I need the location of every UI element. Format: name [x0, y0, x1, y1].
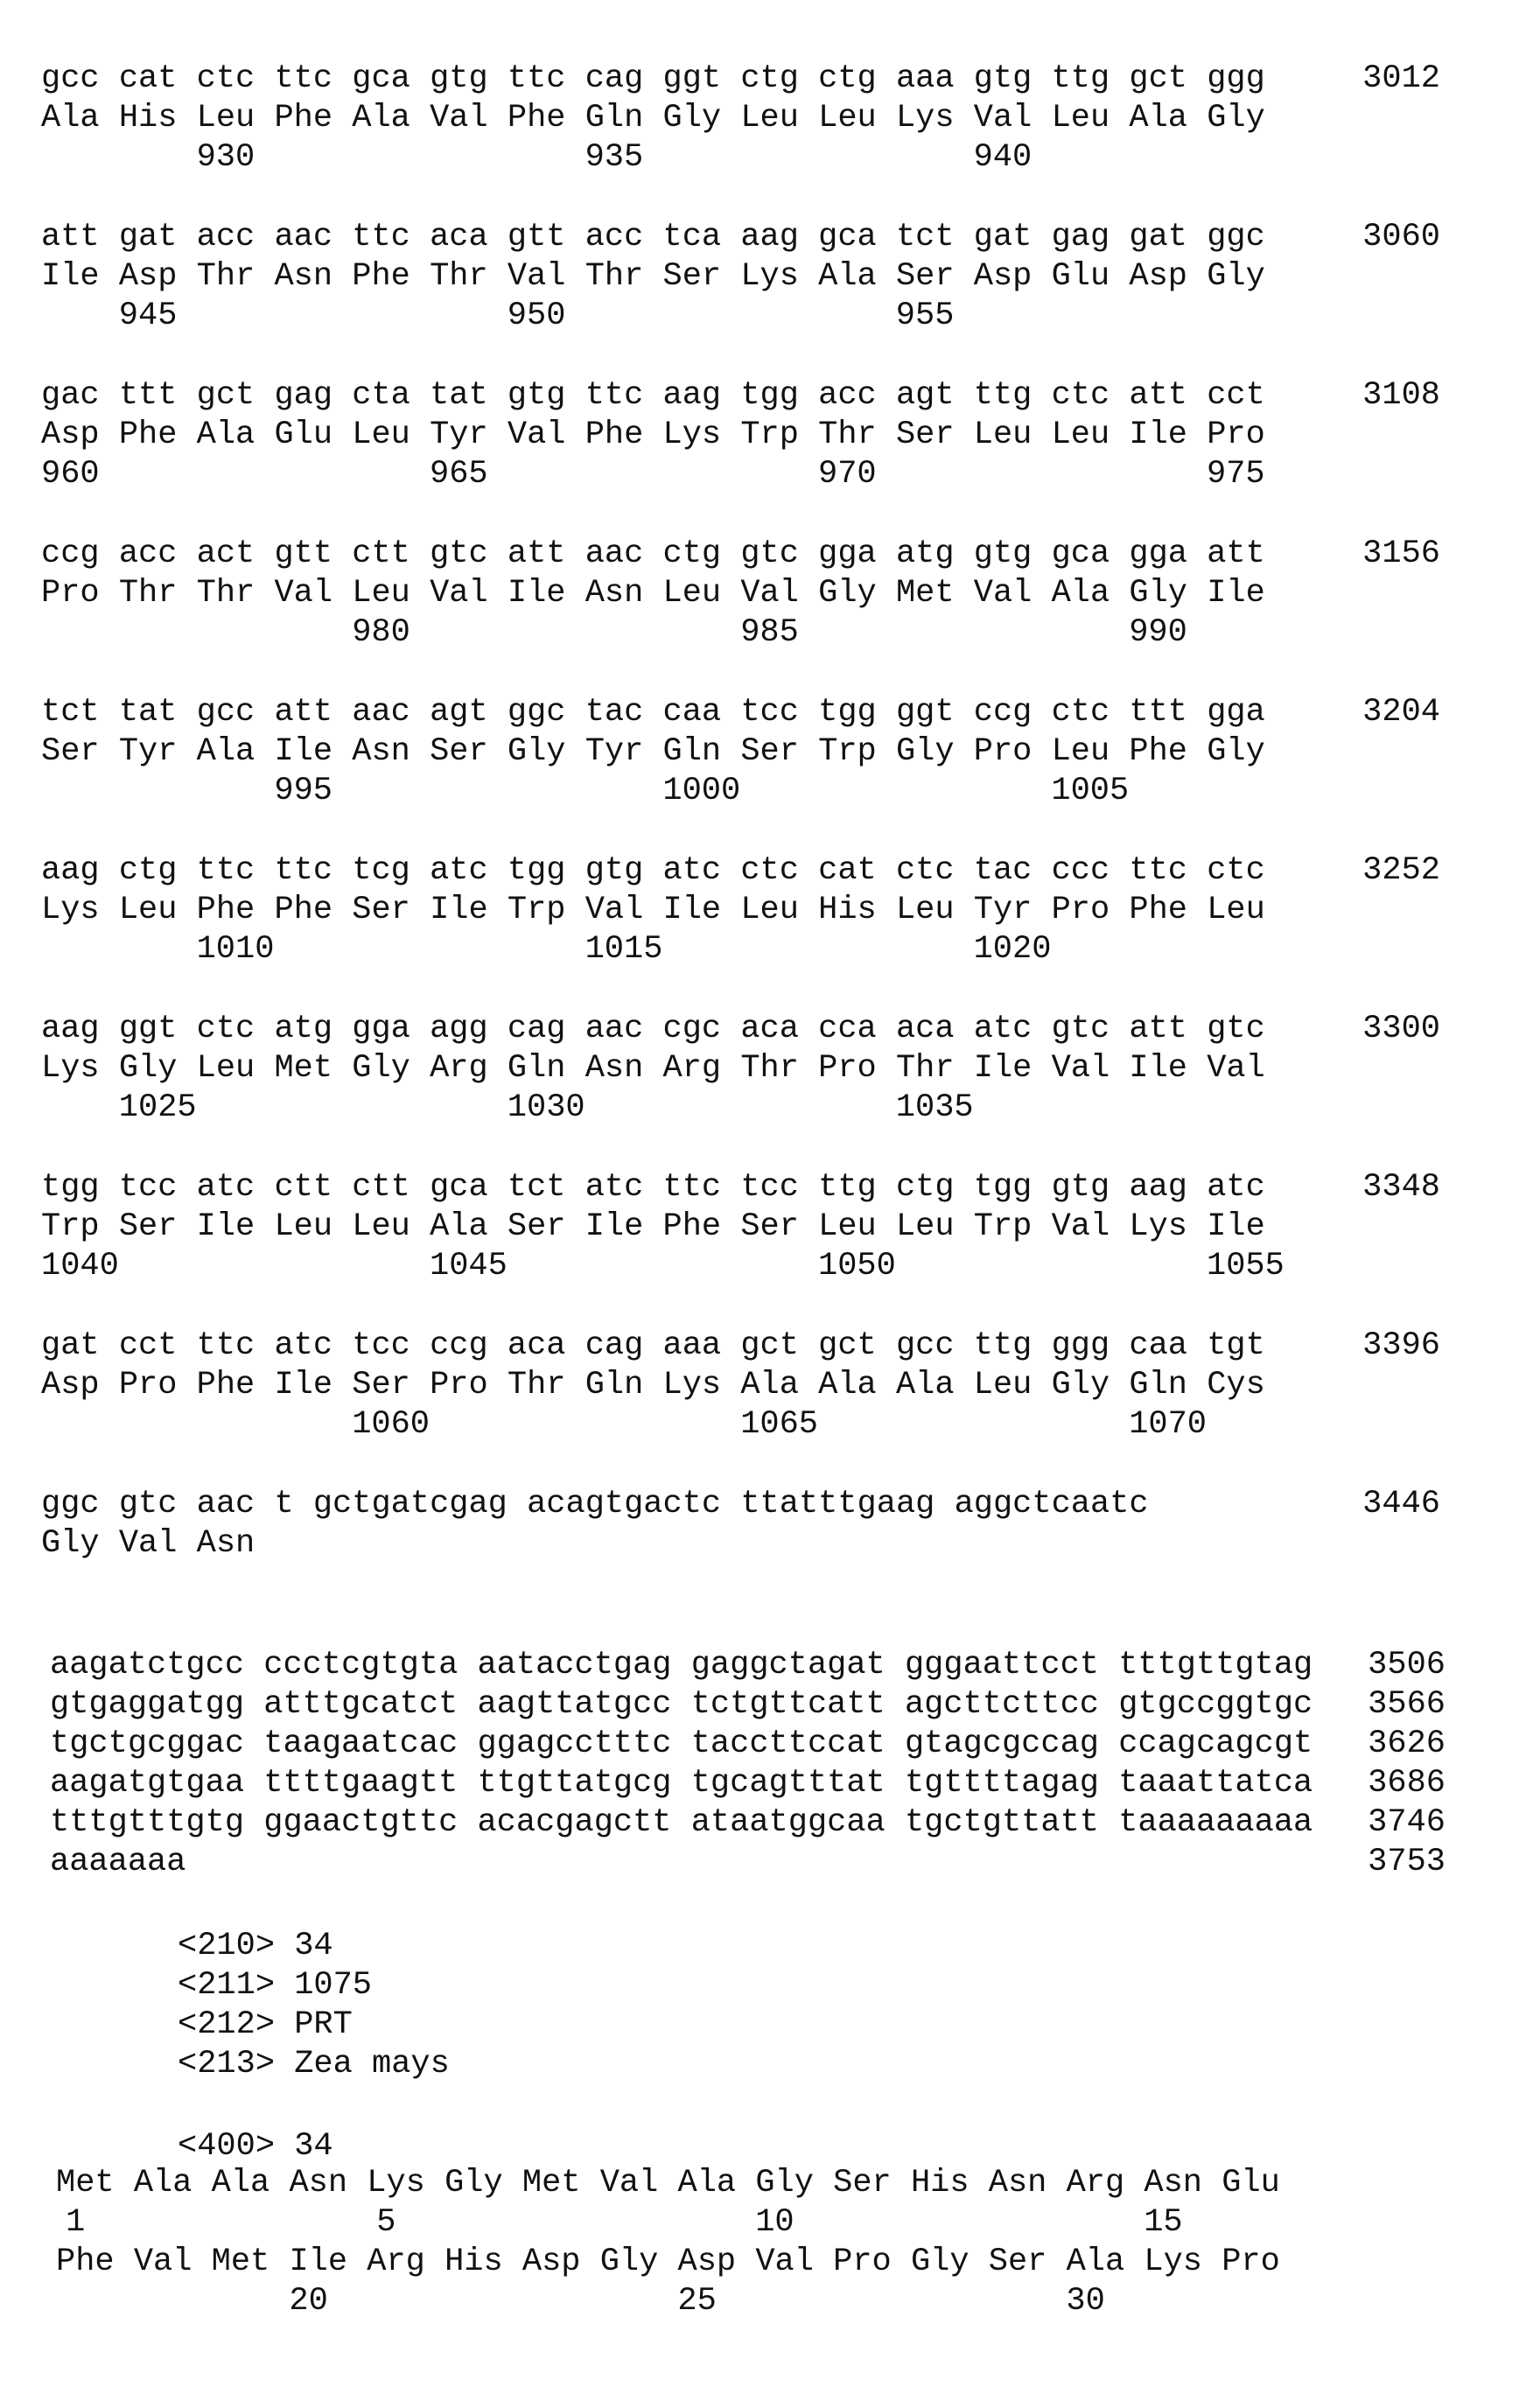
utr-sequence-line: aaaaaaa: [50, 1843, 186, 1882]
residue-number: 1005: [1051, 772, 1129, 811]
residue-number: 15: [1144, 2203, 1182, 2243]
residue-number: 25: [677, 2282, 716, 2321]
sequence-tag: <400>: [178, 2127, 275, 2166]
residue-number: 1: [66, 2203, 85, 2243]
utr-sequence-line: tttgtttgtg ggaactgttc acacgagctt ataatggcaa tgctgttatt taaaaaaaaa: [50, 1803, 1312, 1843]
nucleotide-position: 3506: [1368, 1646, 1446, 1685]
residue-number: 1070: [1129, 1405, 1207, 1445]
residue-number: 1050: [818, 1247, 896, 1286]
residue-number: 965: [430, 455, 488, 494]
nucleotide-position: 3686: [1368, 1764, 1446, 1803]
nucleotide-position: 3108: [1362, 376, 1440, 416]
nucleotide-position: 3348: [1362, 1168, 1440, 1208]
utr-sequence-line: aagatctgcc ccctcgtgta aatacctgag gaggctagat gggaattcct tttgttgtag: [50, 1646, 1312, 1685]
amino-acid-line: Asp Phe Ala Glu Leu Tyr Val Phe Lys Trp Thr Ser Leu Leu Ile Pro: [41, 416, 1265, 455]
nucleotide-position: 3300: [1362, 1010, 1440, 1049]
utr-sequence-line: aagatgtgaa ttttgaagtt ttgttatgcg tgcagtttat tgttttagag taaattatca: [50, 1764, 1312, 1803]
residue-number: 960: [41, 455, 100, 494]
residue-number: 985: [740, 613, 799, 653]
amino-acid-line: Ala His Leu Phe Ala Val Phe Gln Gly Leu Leu Lys Val Leu Ala Gly: [41, 99, 1265, 138]
dna-sequence-line: tgg tcc atc ctt ctt gca tct atc ttc tcc ttg ctg tgg gtg aag atc: [41, 1168, 1265, 1208]
nucleotide-position: 3626: [1368, 1725, 1446, 1764]
residue-number: 10: [755, 2203, 794, 2243]
amino-acid-line: Ser Tyr Ala Ile Asn Ser Gly Tyr Gln Ser Trp Gly Pro Leu Phe Gly: [41, 732, 1265, 772]
residue-number: 980: [352, 613, 410, 653]
sequence-id: 34: [294, 2127, 332, 2166]
amino-acid-line: Asp Pro Phe Ile Ser Pro Thr Gln Lys Ala Ala Ala Leu Gly Gln Cys: [41, 1366, 1265, 1405]
nucleotide-position: 3204: [1362, 693, 1440, 732]
dna-sequence-line: tct tat gcc att aac agt ggc tac caa tcc tgg ggt ccg ctc ttt gga: [41, 693, 1265, 732]
amino-acid-line: Trp Ser Ile Leu Leu Ala Ser Ile Phe Ser Leu Leu Trp Val Lys Ile: [41, 1208, 1265, 1247]
residue-number: 1035: [896, 1088, 974, 1128]
residue-number: 1025: [119, 1088, 197, 1128]
amino-acid-line: Gly Val Asn: [41, 1524, 255, 1564]
field-value: 1075: [294, 1966, 372, 2006]
residue-number: 940: [974, 138, 1032, 178]
residue-number: 975: [1207, 455, 1265, 494]
amino-acid-line: Pro Thr Thr Val Leu Val Ile Asn Leu Val Gly Met Val Ala Gly Ile: [41, 574, 1265, 613]
nucleotide-position: 3746: [1368, 1803, 1446, 1843]
amino-acid-line: Lys Leu Phe Phe Ser Ile Trp Val Ile Leu His Leu Tyr Pro Phe Leu: [41, 891, 1265, 930]
dna-sequence-line: gat cct ttc atc tcc ccg aca cag aaa gct gct gcc ttg ggg caa tgt: [41, 1326, 1265, 1366]
residue-number: 995: [274, 772, 332, 811]
dna-sequence-line: ggc gtc aac t gctgatcgag acagtgactc ttatttgaag aggctcaatc: [41, 1485, 1149, 1524]
field-tag: <213>: [178, 2045, 275, 2084]
dna-sequence-line: aag ctg ttc ttc tcg atc tgg gtg atc ctc cat ctc tac ccc ttc ctc: [41, 851, 1265, 891]
dna-sequence-line: gcc cat ctc ttc gca gtg ttc cag ggt ctg ctg aaa gtg ttg gct ggg: [41, 60, 1265, 99]
field-tag: <210>: [178, 1927, 275, 1966]
field-tag: <211>: [178, 1966, 275, 2006]
nucleotide-position: 3156: [1362, 535, 1440, 574]
amino-acid-line: Lys Gly Leu Met Gly Arg Gln Asn Arg Thr Pro Thr Ile Val Ile Val: [41, 1049, 1265, 1088]
residue-number: 945: [119, 297, 178, 336]
nucleotide-position: 3753: [1368, 1843, 1446, 1882]
residue-number: 935: [585, 138, 644, 178]
field-value: PRT: [294, 2006, 353, 2045]
utr-sequence-line: gtgaggatgg atttgcatct aagttatgcc tctgttcatt agcttcttcc gtgccggtgc: [50, 1685, 1312, 1725]
residue-number: 955: [896, 297, 955, 336]
protein-sequence-line: Phe Val Met Ile Arg His Asp Gly Asp Val Pro Gly Ser Ala Lys Pro: [56, 2243, 1280, 2282]
dna-sequence-line: ccg acc act gtt ctt gtc att aac ctg gtc gga atg gtg gca gga att: [41, 535, 1265, 574]
residue-number: 1030: [508, 1088, 585, 1128]
field-value: Zea mays: [294, 2045, 450, 2084]
residue-number: 1040: [41, 1247, 119, 1286]
nucleotide-position: 3446: [1362, 1485, 1440, 1524]
residue-number: 990: [1129, 613, 1187, 653]
residue-number: 1015: [585, 930, 663, 970]
protein-sequence-line: Met Ala Ala Asn Lys Gly Met Val Ala Gly Ser His Asn Arg Asn Glu: [56, 2164, 1280, 2203]
dna-sequence-line: att gat acc aac ttc aca gtt acc tca aag gca tct gat gag gat ggc: [41, 218, 1265, 257]
residue-number: 930: [197, 138, 256, 178]
nucleotide-position: 3396: [1362, 1326, 1440, 1366]
residue-number: 1065: [740, 1405, 818, 1445]
nucleotide-position: 3252: [1362, 851, 1440, 891]
nucleotide-position: 3012: [1362, 60, 1440, 99]
dna-sequence-line: gac ttt gct gag cta tat gtg ttc aag tgg acc agt ttg ctc att cct: [41, 376, 1265, 416]
residue-number: 1010: [197, 930, 275, 970]
utr-sequence-line: tgctgcggac taagaatcac ggagcctttc taccttccat gtagcgccag ccagcagcgt: [50, 1725, 1312, 1764]
residue-number: 950: [508, 297, 566, 336]
residue-number: 1020: [974, 930, 1052, 970]
amino-acid-line: Ile Asp Thr Asn Phe Thr Val Thr Ser Lys Ala Ser Asp Glu Asp Gly: [41, 257, 1265, 297]
residue-number: 1000: [662, 772, 740, 811]
residue-number: 1045: [430, 1247, 508, 1286]
residue-number: 5: [376, 2203, 396, 2243]
residue-number: 1060: [352, 1405, 430, 1445]
dna-sequence-line: aag ggt ctc atg gga agg cag aac cgc aca cca aca atc gtc att gtc: [41, 1010, 1265, 1049]
nucleotide-position: 3060: [1362, 218, 1440, 257]
residue-number: 970: [818, 455, 877, 494]
residue-number: 30: [1066, 2282, 1104, 2321]
field-tag: <212>: [178, 2006, 275, 2045]
residue-number: 20: [289, 2282, 327, 2321]
residue-number: 1055: [1207, 1247, 1284, 1286]
nucleotide-position: 3566: [1368, 1685, 1446, 1725]
field-value: 34: [294, 1927, 332, 1966]
